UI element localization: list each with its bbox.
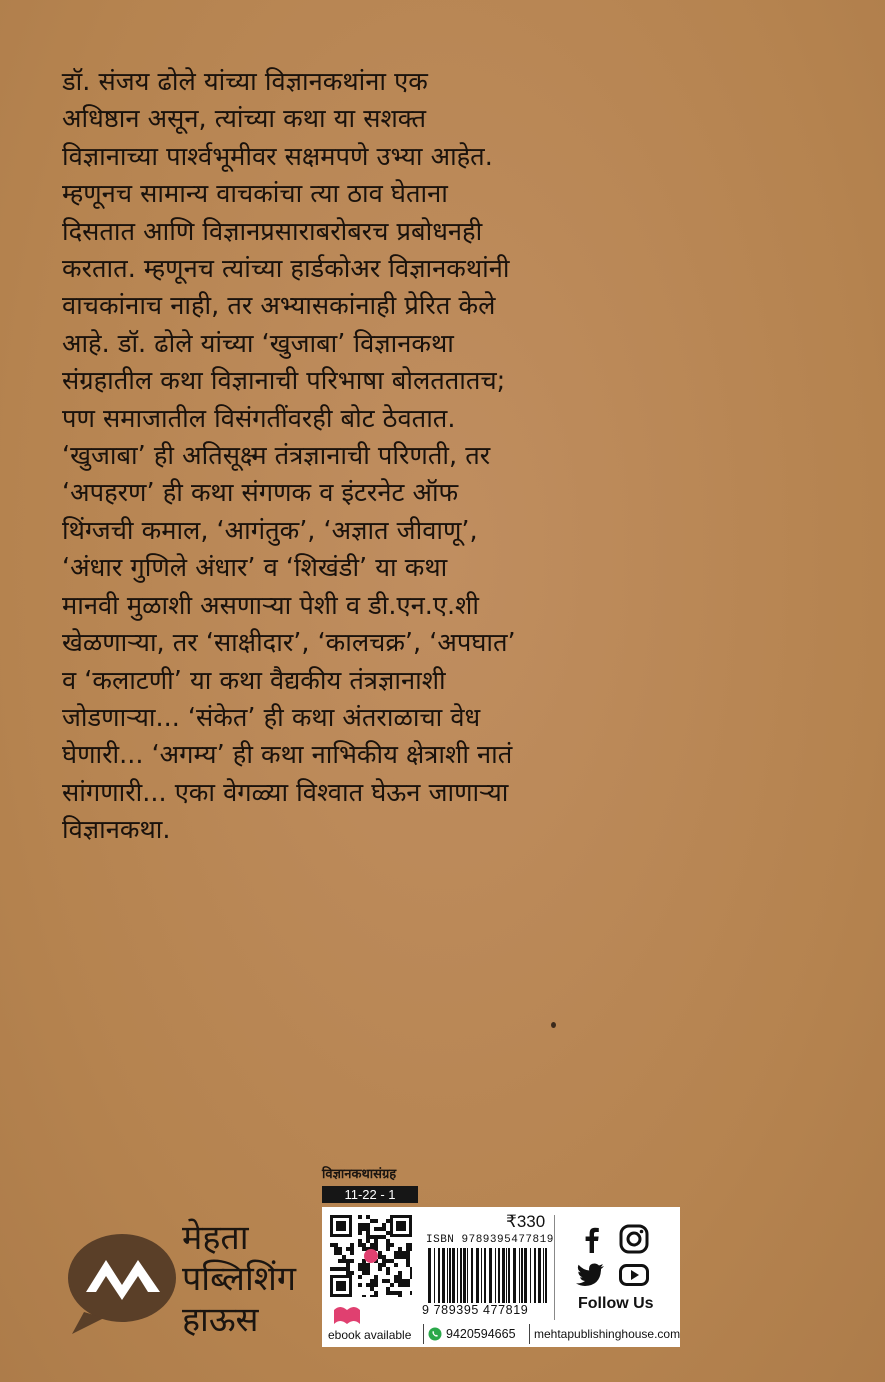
qr-module [378, 1227, 382, 1231]
qr-module [402, 1255, 406, 1259]
barcode-bar [442, 1248, 445, 1303]
qr-module [394, 1263, 398, 1267]
blurb-line: खेळणाऱ्या, तर ‘साक्षीदार’, ‘कालचक्र’, ‘अपघात’ [62, 628, 516, 659]
barcode-bar [543, 1248, 544, 1303]
qr-module [350, 1243, 354, 1247]
qr-module [362, 1243, 366, 1247]
blurb-line: करतात. म्हणूनच त्यांच्या हार्डकोअर विज्ञानकथांनी [62, 254, 510, 285]
qr-module [342, 1255, 346, 1259]
publisher-name-line2: पब्लिशिंग [182, 1259, 297, 1299]
barcode-bar [513, 1248, 516, 1303]
blurb-line: मानवी मुळाशी असणाऱ्या पेशी व डी.एन.ए.शी [62, 590, 480, 621]
qr-module [410, 1267, 412, 1271]
qr-module [358, 1243, 362, 1247]
qr-module [382, 1235, 386, 1239]
footer-divider [529, 1324, 530, 1344]
qr-module [370, 1279, 374, 1283]
qr-module [402, 1251, 406, 1255]
barcode-bar [428, 1248, 431, 1303]
qr-module [374, 1235, 378, 1239]
qr-module [398, 1247, 402, 1251]
qr-module [394, 1291, 398, 1295]
qr-module [374, 1291, 378, 1295]
qr-module [366, 1263, 370, 1267]
youtube-icon[interactable] [618, 1259, 650, 1291]
qr-module [406, 1243, 410, 1247]
qr-module [386, 1291, 390, 1295]
qr-module [346, 1267, 350, 1271]
blurb-line: जोडणाऱ्या... ‘संकेत’ ही कथा अंतराळाचा वेध [62, 702, 481, 733]
qr-module [370, 1283, 374, 1287]
qr-module [402, 1279, 406, 1283]
qr-module [406, 1259, 410, 1263]
ebook-icon [332, 1304, 362, 1326]
qr-module [378, 1251, 382, 1255]
qr-module [382, 1263, 386, 1267]
qr-module [386, 1271, 390, 1275]
qr-module [334, 1247, 338, 1251]
qr-module [382, 1259, 386, 1263]
qr-module [366, 1235, 370, 1239]
barcode-bar [447, 1248, 448, 1303]
blurb-line: वाचकांनाच नाही, तर अभ्यासकांनाही प्रेरित केले [62, 291, 496, 322]
barcode-bar [534, 1248, 536, 1303]
qr-module [338, 1247, 342, 1251]
instagram-icon[interactable] [618, 1223, 650, 1255]
qr-module [398, 1251, 402, 1255]
qr-module [358, 1263, 362, 1267]
blurb-line: व ‘कलाटणी’ या कथा वैद्यकीय तंत्रज्ञानाशी [62, 665, 446, 696]
blurb-line: विज्ञानकथा. [62, 815, 171, 846]
qr-module [338, 1267, 342, 1271]
barcode-bar [434, 1248, 435, 1303]
qr-module [382, 1227, 386, 1231]
qr-module [398, 1283, 402, 1287]
qr-module [358, 1239, 362, 1243]
blurb-line: अधिष्ठान असून, त्यांच्या कथा या सशक्त [62, 104, 426, 135]
qr-module [410, 1271, 412, 1275]
social-divider [554, 1215, 555, 1320]
barcode-bar [530, 1248, 531, 1303]
qr-module [398, 1255, 402, 1259]
qr-module [382, 1223, 386, 1227]
qr-module [350, 1247, 354, 1251]
qr-module [410, 1247, 412, 1251]
qr-module [382, 1279, 386, 1283]
qr-module [390, 1283, 394, 1287]
qr-module [390, 1243, 394, 1247]
qr-module [374, 1295, 378, 1297]
blurb-line: डॉ. संजय ढोले यांच्या विज्ञानकथांना एक [62, 67, 428, 97]
barcode-bar [463, 1248, 466, 1303]
qr-module [362, 1227, 366, 1231]
blurb-line: घेणारी... ‘अगम्य’ ही कथा नाभिकीय क्षेत्राशी नातं [62, 740, 513, 771]
qr-finder [396, 1221, 406, 1231]
barcode-bar [438, 1248, 440, 1303]
qr-module [334, 1243, 338, 1247]
barcode-bar [524, 1248, 527, 1303]
qr-module [394, 1255, 398, 1259]
qr-module [390, 1291, 394, 1295]
qr-module [410, 1243, 412, 1247]
qr-module [366, 1271, 370, 1275]
qr-module [386, 1239, 390, 1243]
qr-module [386, 1231, 390, 1235]
qr-module [398, 1295, 402, 1297]
footer-divider [423, 1324, 424, 1344]
twitter-icon[interactable] [574, 1259, 606, 1291]
qr-module [394, 1251, 398, 1255]
qr-module [358, 1215, 362, 1219]
barcode-bar [506, 1248, 507, 1303]
barcode-bar [449, 1248, 451, 1303]
publisher-logo [64, 1230, 184, 1342]
qr-module [358, 1283, 362, 1287]
barcode-bar [467, 1248, 468, 1303]
barcode-bar [452, 1248, 455, 1303]
book-code: 11-22 - 1 [322, 1186, 418, 1203]
qr-module [386, 1243, 390, 1247]
qr-module [342, 1267, 346, 1271]
qr-center-logo [364, 1249, 378, 1263]
phone-number[interactable]: 9420594665 [446, 1327, 516, 1341]
qr-module [346, 1263, 350, 1267]
qr-module [338, 1251, 342, 1255]
qr-module [386, 1219, 390, 1223]
qr-module [362, 1223, 366, 1227]
qr-module [346, 1271, 350, 1275]
barcode-bar [538, 1248, 541, 1303]
blurb-line: विज्ञानाच्या पार्श्वभूमीवर सक्षमपणे उभ्या आहेत. [62, 141, 493, 172]
qr-module [330, 1267, 334, 1271]
qr-module [370, 1235, 374, 1239]
qr-module [406, 1251, 410, 1255]
qr-module [358, 1227, 362, 1231]
price: ₹330 [506, 1212, 546, 1231]
qr-module [366, 1223, 370, 1227]
qr-module [386, 1259, 390, 1263]
qr-module [358, 1223, 362, 1227]
qr-module [406, 1279, 410, 1283]
qr-module [406, 1247, 410, 1251]
blurb-line: दिसतात आणि विज्ञानप्रसाराबरोबरच प्रबोधनही [62, 216, 483, 247]
qr-module [358, 1231, 362, 1235]
barcode-bar [545, 1248, 547, 1303]
barcode-bar [521, 1248, 523, 1303]
ebook-label: ebook available [328, 1328, 412, 1342]
qr-module [378, 1235, 382, 1239]
qr-module [346, 1259, 350, 1263]
qr-module [390, 1259, 394, 1263]
qr-module [342, 1259, 346, 1263]
cover-speck [551, 1022, 556, 1028]
qr-module [374, 1279, 378, 1283]
qr-module [410, 1291, 412, 1295]
qr-module [374, 1227, 378, 1231]
back-cover-blurb [62, 64, 842, 850]
qr-module [366, 1267, 370, 1271]
qr-module [374, 1283, 378, 1287]
qr-module [366, 1239, 370, 1243]
publisher-name-line1: मेहता [182, 1218, 249, 1258]
blurb-line: ‘अपहरण’ ही कथा संगणक व इंटरनेट ऑफ [62, 478, 459, 509]
publisher-name-line3: हाऊस [182, 1300, 259, 1340]
qr-module [358, 1267, 362, 1271]
qr-module [386, 1267, 390, 1271]
barcode-bar [498, 1248, 500, 1303]
barcode-bar [481, 1248, 482, 1303]
qr-module [402, 1283, 406, 1287]
qr-module [366, 1215, 370, 1219]
isbn-text: ISBN 9789395477819 [426, 1234, 554, 1246]
qr-module [338, 1259, 342, 1263]
qr-module [398, 1279, 402, 1283]
qr-module [370, 1295, 374, 1297]
info-panel [322, 1207, 680, 1347]
qr-module [398, 1291, 402, 1295]
qr-module [366, 1227, 370, 1231]
barcode-bar [471, 1248, 473, 1303]
website-link[interactable]: mehtapublishinghouse.com [534, 1327, 681, 1341]
qr-module [374, 1275, 378, 1279]
qr-module [374, 1219, 378, 1223]
qr-module [386, 1287, 390, 1291]
qr-module [378, 1255, 382, 1259]
qr-module [406, 1263, 410, 1267]
qr-module [362, 1247, 366, 1251]
blurb-line: ‘अंधार गुणिले अंधार’ व ‘शिखंडी’ या कथा [62, 553, 448, 584]
barcode-bar [502, 1248, 505, 1303]
qr-module [334, 1267, 338, 1271]
barcode-number: 9 789395 477819 [422, 1303, 529, 1317]
qr-module [398, 1271, 402, 1275]
qr-module [362, 1271, 366, 1275]
qr-module [374, 1239, 378, 1243]
qr-module [362, 1263, 366, 1267]
blurb-line: ‘खुजाबा’ ही अतिसूक्ष्म तंत्रज्ञानाची परिणती, तर [62, 441, 491, 472]
barcode [426, 1248, 551, 1303]
qr-module [366, 1231, 370, 1235]
qr-module [350, 1259, 354, 1263]
qr-module [386, 1279, 390, 1283]
qr-module [370, 1219, 374, 1223]
qr-module [346, 1247, 350, 1251]
qr-module [334, 1251, 338, 1255]
barcode-bar [457, 1248, 458, 1303]
barcode-bar [508, 1248, 510, 1303]
qr-module [362, 1267, 366, 1271]
blurb-line: आहे. डॉ. ढोले यांच्या ‘खुजाबा’ विज्ञानकथा [62, 328, 454, 359]
qr-module [410, 1275, 412, 1279]
qr-module [394, 1279, 398, 1283]
blurb-line: थिंग्जची कमाल, ‘आगंतुक’, ‘अज्ञात जीवाणू’, [62, 515, 478, 546]
blurb-line: संग्रहातील कथा विज्ञानाची परिभाषा बोलततातच; [62, 366, 506, 397]
qr-module [406, 1283, 410, 1287]
qr-module [370, 1243, 374, 1247]
qr-module [350, 1271, 354, 1275]
whatsapp-icon [428, 1327, 442, 1341]
qr-module [386, 1247, 390, 1251]
barcode-bar [484, 1248, 486, 1303]
qr-module [358, 1275, 362, 1279]
barcode-bar [460, 1248, 462, 1303]
qr-finder [336, 1281, 346, 1291]
qr-module [330, 1243, 334, 1247]
qr-finder [336, 1221, 346, 1231]
book-genre: विज्ञानकथासंग्रह [322, 1167, 397, 1182]
qr-module [398, 1275, 402, 1279]
publisher-name [182, 1218, 296, 1341]
qr-module [362, 1295, 366, 1297]
blurb-line: म्हणूनच सामान्य वाचकांचा त्या ठाव घेताना [62, 179, 448, 210]
qr-module [378, 1263, 382, 1267]
blurb-line: पण समाजातील विसंगतींवरही बोट ठेवतात. [62, 403, 456, 434]
qr-module [374, 1243, 378, 1247]
qr-module [382, 1255, 386, 1259]
qr-module [378, 1267, 382, 1271]
qr-module [366, 1283, 370, 1287]
barcode-bar [495, 1248, 496, 1303]
facebook-icon[interactable] [576, 1223, 608, 1255]
barcode-bar [476, 1248, 479, 1303]
qr-code-icon[interactable] [330, 1215, 412, 1297]
barcode-bar [519, 1248, 520, 1303]
qr-module [370, 1287, 374, 1291]
qr-module [394, 1275, 398, 1279]
qr-module [350, 1251, 354, 1255]
follow-us-label: Follow Us [578, 1295, 654, 1312]
qr-module [406, 1255, 410, 1259]
blurb-line: सांगणारी... एका वेगळ्या विश्वात घेऊन जाणाऱ्या [62, 777, 509, 808]
barcode-bar [489, 1248, 492, 1303]
